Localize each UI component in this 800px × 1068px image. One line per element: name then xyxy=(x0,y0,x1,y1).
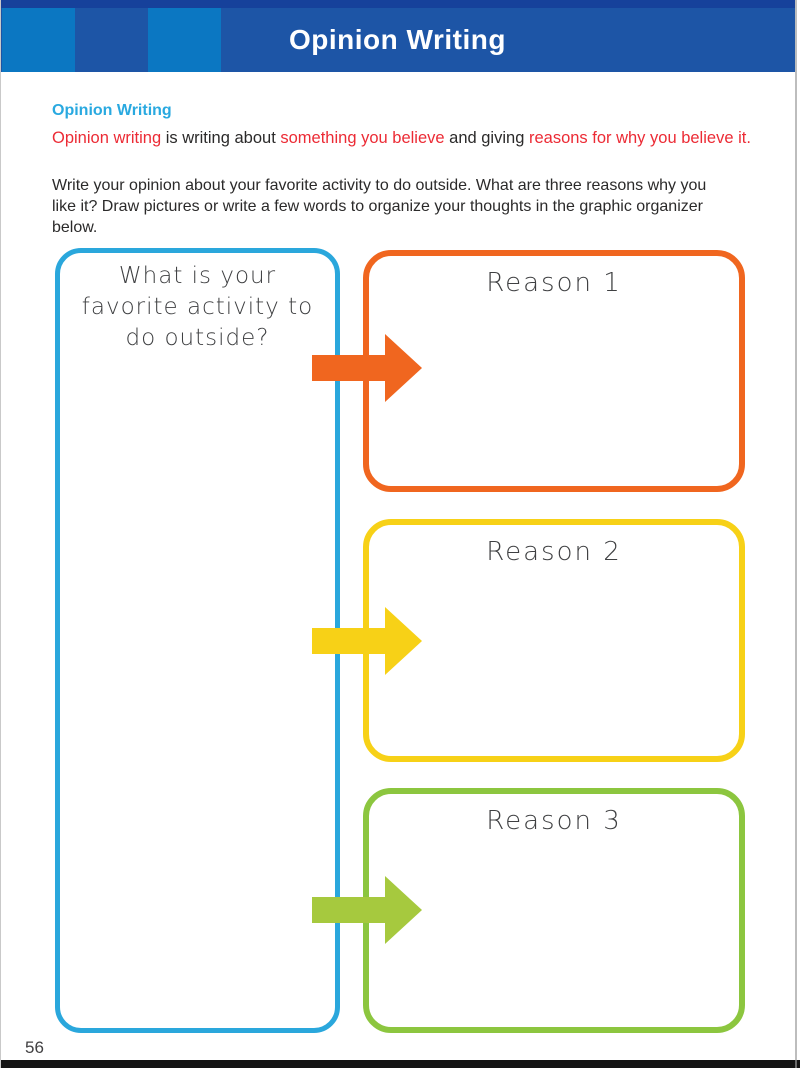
question-text: What is your favorite activity to do outside? xyxy=(81,263,314,351)
definition-highlight-1: something you believe xyxy=(280,129,445,147)
arrow-head xyxy=(385,334,422,402)
arrow-right-icon-1 xyxy=(312,334,422,402)
arrow-shaft xyxy=(312,897,388,923)
arrow-head xyxy=(385,607,422,675)
definition-highlight-2: reasons for why you believe it. xyxy=(528,129,751,147)
definition-text: is writing about xyxy=(161,129,281,147)
instructions-paragraph: Write your opinion about your favorite activity to do outside. What are three reasons why you like it? Draw pictures or write a few words to organize your thoughts in the graphic organizer below. xyxy=(52,177,707,236)
definition-paragraph xyxy=(52,127,752,150)
page-right-edge xyxy=(795,0,797,1068)
page-number: 56 xyxy=(25,1038,44,1057)
question-box[interactable] xyxy=(55,248,340,1033)
arrow-shaft xyxy=(312,628,388,654)
header-top-strip xyxy=(0,0,795,8)
arrow-head xyxy=(385,876,422,944)
lesson-heading: Opinion Writing xyxy=(52,102,172,119)
reason-1-label: Reason 1 xyxy=(486,268,622,298)
page-title: Opinion Writing xyxy=(289,24,506,55)
bottom-bar xyxy=(0,1060,800,1068)
header-banner xyxy=(0,0,795,72)
arrow-right-icon-2 xyxy=(312,607,422,675)
page-left-edge xyxy=(0,0,1,1068)
definition-term: Opinion writing xyxy=(52,129,162,147)
definition-text-2: and giving xyxy=(444,129,529,147)
reason-2-label: Reason 2 xyxy=(486,537,622,567)
reason-3-label: Reason 3 xyxy=(486,806,622,836)
arrow-shaft xyxy=(312,355,388,381)
arrow-right-icon-3 xyxy=(312,876,422,944)
